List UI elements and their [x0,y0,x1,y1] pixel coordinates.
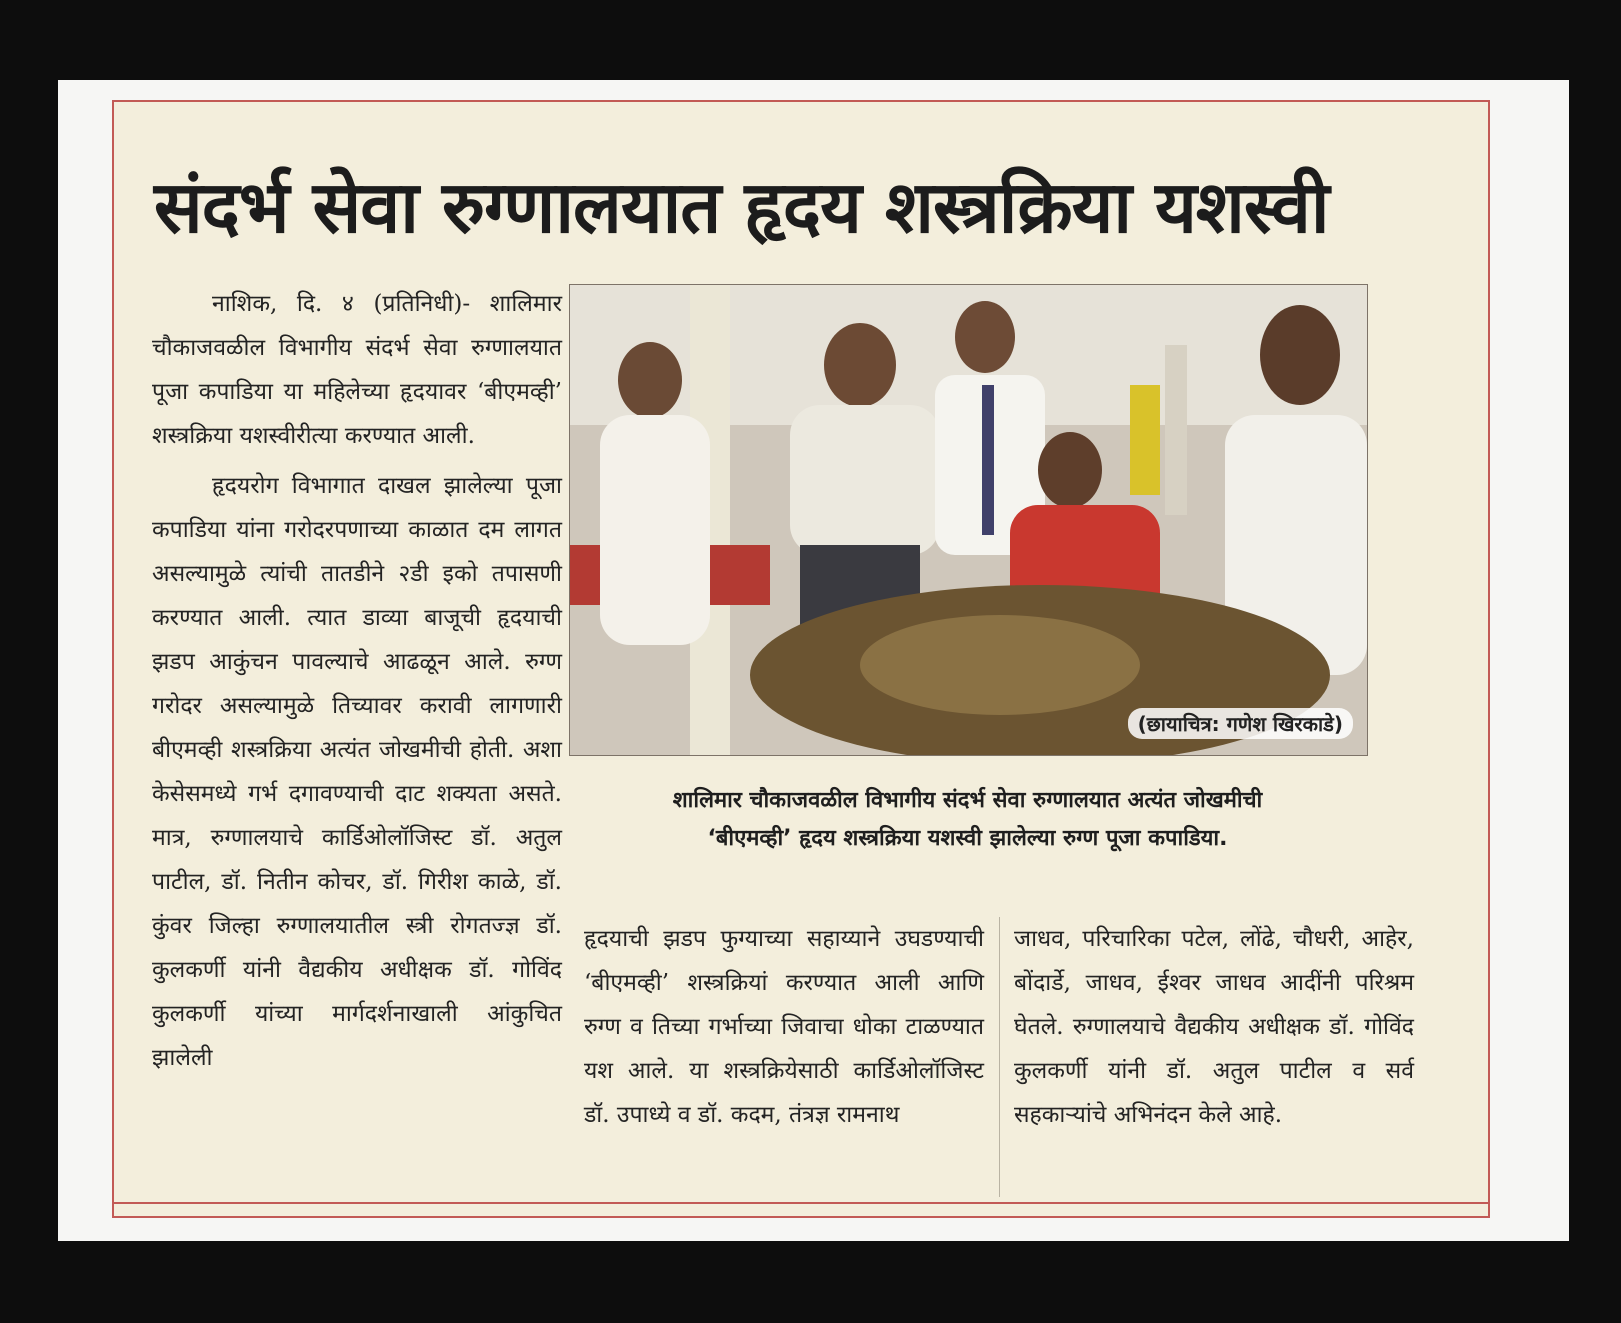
article-paragraph: जाधव, परिचारिका पटेल, लोंढे, चौधरी, आहेर, बोंदार्डे, जाधव, ईश्वर जाधव आदींनी परिश्रम घेतले. रुग्णालयाचे वैद्यकीय अधीक्षक डॉ. गोविंद कुलकर्णी यांनी डॉ. अतुल पाटील व सर्व सहकाऱ्यांचे अभिनंदन केले आहे. [1014,926,1414,1128]
article-paragraph: नाशिक, दि. ४ (प्रतिनिधी)- शालिमार चौकाजवळील विभागीय संदर्भ सेवा रुग्णालयात पूजा कपाडिया या महिलेच्या हृदयावर ‘बीएमव्ही’ शस्त्रक्रिया यशस्वीरीत्या करण्यात आली. [152,291,562,449]
article-column-3 [1014,917,1414,1137]
news-photo [569,284,1368,756]
photo-credit: (छायाचित्र: गणेश खिरकाडे) [1128,708,1353,739]
column-divider [999,917,1000,1197]
headline: संदर्भ सेवा रुग्णालयात हृदय शस्त्रक्रिया यशस्वी [154,165,1329,249]
photo-illustration [570,285,1367,755]
article-column-1 [152,282,562,1080]
article-paragraph: हृदयरोग विभागात दाखल झालेल्या पूजा कपाडिया यांना गरोदरपणाच्या काळात दम लागत असल्यामुळे त्यांची तातडीने २डी इको तपासणी करण्यात आली. त्यात डाव्या बाजूची हृदयाची झडप आकुंचन पावल्याचे आढळून आले. रुग्ण गरोदर असल्यामुळे तिच्यावर करावी लागणारी बीएमव्ही शस्त्रक्रिया अत्यंत जोखमीची होती. अशा केसेसमध्ये गर्भ दगावण्याची दाट शक्यता असते. मात्र, रुग्णालयाचे कार्डिओलॉजिस्ट डॉ. अतुल पाटील, डॉ. नितीन कोचर, डॉ. गिरीश काळे, डॉ. कुंवर जिल्हा रुग्णालयातील स्त्री रोगतज्ज्ञ डॉ. कुलकर्णी यांनी वैद्यकीय अधीक्षक डॉ. गोविंद कुलकर्णी यांच्या मार्गदर्शनाखाली आंकुचित झालेली [152,473,562,1071]
photo-caption-line: ‘बीएमव्ही’ हृदय शस्त्रक्रिया यशस्वी झालेल्या रुग्ण पूजा कपाडिया. [707,826,1228,851]
photo-caption [569,782,1366,858]
photo-caption-line: शालिमार चौकाजवळील विभागीय संदर्भ सेवा रुग्णालयात अत्यंत जोखमीची [672,788,1263,813]
bottom-rule [114,1202,1488,1204]
newspaper-clipping [112,100,1490,1218]
article-column-2 [584,917,984,1137]
article-paragraph: हृदयाची झडप फुग्याच्या सहाय्याने उघडण्याची ‘बीएमव्ही’ शस्त्रक्रियां करण्यात आली आणि रुग्ण व तिच्या गर्भाच्या जिवाचा धोका टाळण्यात यश आले. या शस्त्रक्रियेसाठी कार्डिओलॉजिस्ट डॉ. उपाध्ये व डॉ. कदम, तंत्रज्ञ रामनाथ [584,926,984,1128]
